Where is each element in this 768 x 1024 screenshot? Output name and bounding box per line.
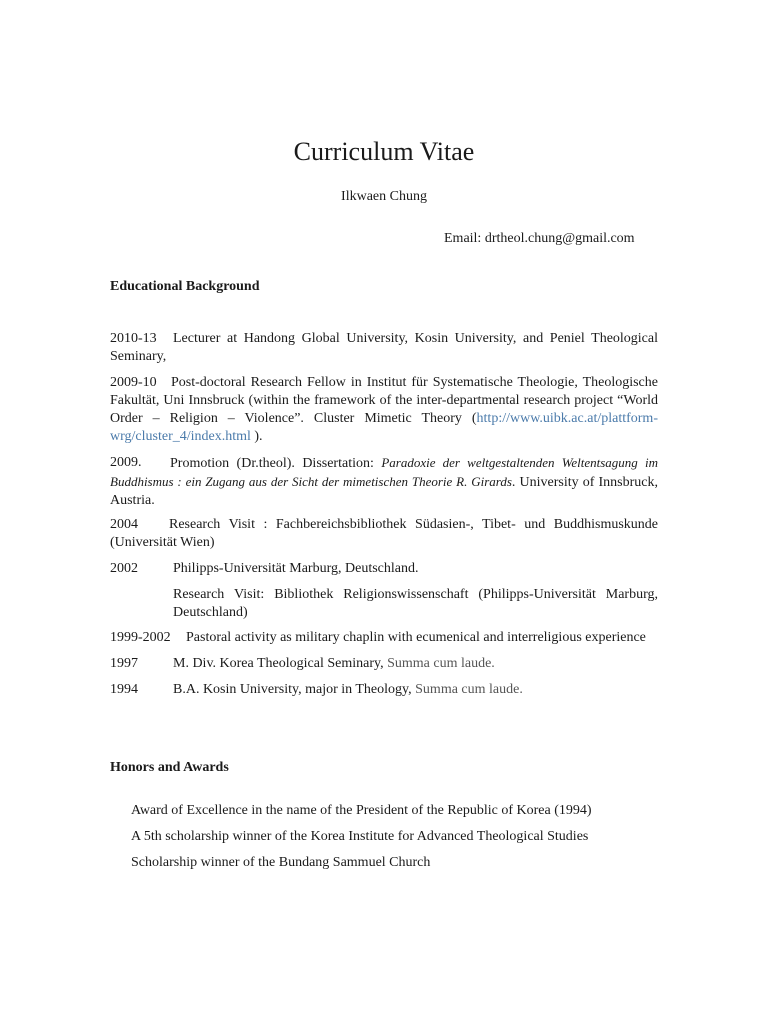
page-title: Curriculum Vitae [293,137,475,166]
award-item: Scholarship winner of the Bundang Sammuel Church [131,855,431,870]
entry-text: Promotion (Dr.theol). Dissertation: Paradoxie der weltgestaltenden Weltentsagung im Buddhismus : ein Zugang aus der Sicht der mimetischen Theorie R. Girards. University of Innsbruck, Austria. [110,455,659,508]
education-entry [110,629,670,647]
education-entry [110,454,658,508]
education-entry [110,560,658,578]
entry-text: Philipps-Universität Marburg, Deutschland. [173,561,419,576]
entry-text: Pastoral activity as military chaplin with ecumenical and interreligious experience [186,630,646,645]
entry-text: M. Div. Korea Theological Seminary, Summa cum laude. [173,656,495,671]
entry-text: Post-doctoral Research Fellow in Institut für Systematische Theologie, Theologische Fakultät, Uni Innsbruck (within the framework of the inter-departmental research project “World Order – Religion – Violence”. Cluster Mimetic Theory (http://www.uibk.ac.at/plattform-wrg/cluster_4/index.html ). [110,375,658,444]
entry-year: 2009. [110,455,142,470]
entry-year: 1999-2002 [110,630,171,645]
education-entry [110,681,658,699]
author-name: Ilkwaen Chung [341,189,427,204]
honors-heading: Honors and Awards [110,760,229,775]
entry-year: 2009-10 [110,375,157,390]
entry-year: 2004 [110,517,138,532]
entry-text: Research Visit : Fachbereichsbibliothek Südasien-, Tibet- und Buddhismuskunde (Universität Wien) [110,517,658,550]
award-item: Award of Excellence in the name of the President of the Republic of Korea (1994) [131,803,592,818]
entry-text: B.A. Kosin University, major in Theology, Summa cum laude. [173,682,523,697]
education-entry [110,586,658,622]
cluster-link[interactable]: http://www.uibk.ac.at/plattform-wrg/cluster_4/index.html [110,411,658,444]
entry-year: 1994 [110,682,138,697]
email-line: Email: drtheol.chung@gmail.com [444,231,635,246]
education-entry [110,330,658,366]
award-item: A 5th scholarship winner of the Korea Institute for Advanced Theological Studies [131,829,589,844]
entry-text: Research Visit: Bibliothek Religionswissenschaft (Philipps-Universität Marburg, Deutschland) [173,587,658,620]
education-entry [110,516,658,552]
entry-year: 1997 [110,656,138,671]
education-entry [110,655,658,673]
education-heading: Educational Background [110,279,260,294]
entry-year: 2002 [110,561,138,576]
entry-text: Lecturer at Handong Global University, Kosin University, and Peniel Theological Seminary, [110,331,658,364]
education-entry [110,374,658,446]
dissertation-title: Paradoxie der weltgestaltenden Weltentsagung im Buddhismus : ein Zugang aus der Sicht der mimetischen Theorie R. Girards [110,455,659,489]
entry-year: 2010-13 [110,331,157,346]
